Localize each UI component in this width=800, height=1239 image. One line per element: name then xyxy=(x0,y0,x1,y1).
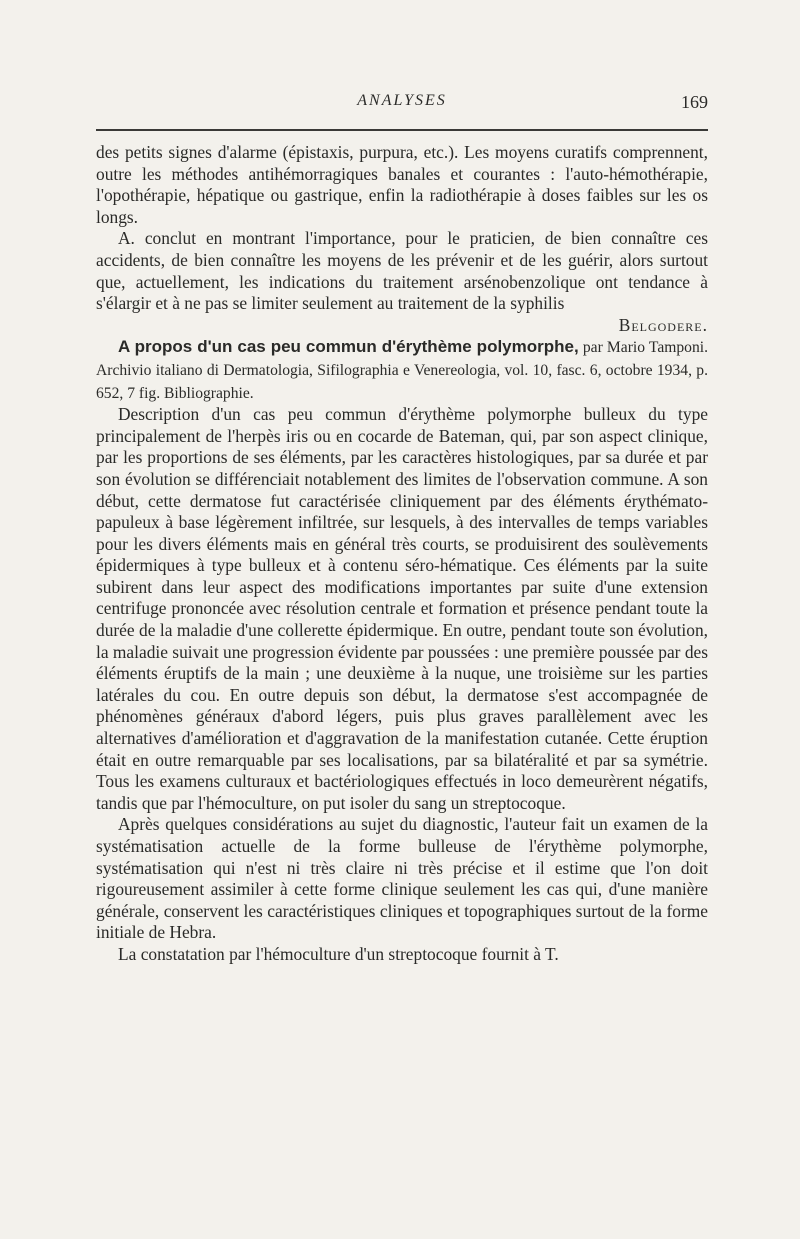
review-paragraph: La constatation par l'hémoculture d'un streptocoque fournit à T. xyxy=(118,943,559,964)
prev-article-paragraph-2: A. conclut en montrant l'importance, pour le praticien, de bien connaître ces accidents, de bien connaître les moyens de les prévenir et de les guérir, alors surtout que, actuellement, les indications du traitement arsénobenzolique ont tendance à s'élargir et à ne pas se limiter seulement au traitement de la syphilis xyxy=(96,228,708,314)
review-vol-label: vol. xyxy=(500,361,533,379)
page-number: 169 xyxy=(681,92,708,112)
review-paragraph: Après quelques considérations au sujet du diagnostic, l'auteur fait un examen de la systématisation actuelle de la forme bulleuse de l'érythème polymorphe, systématisation qui n'est ni très claire ni très précise et il estime que l'on doit rigoureusement assimiler à cette forme clinique seulement les cas qui, d'une manière générale, conservent les caractéristiques cliniques et topographiques surtout de la forme initiale de Hebra. xyxy=(96,814,708,943)
review-author: Mario Tamponi. xyxy=(606,339,708,357)
reviewer-signature: Belgodere. xyxy=(618,314,708,335)
review-title: A propos d'un cas peu commun d'érythème polymorphe, xyxy=(118,337,579,357)
review-by: par xyxy=(578,339,607,357)
review-heading xyxy=(96,336,708,404)
header-rule xyxy=(96,129,708,131)
review-paragraph: Description d'un cas peu commun d'érythème polymorphe bulleux du type principalement de l'herpès iris ou en cocarde de Bateman, qui, par son aspect clinique, par les proportions de ses éléments, par les caractères histologiques, par sa durée et par son évolution se différenciait notablement des limites de l'observation commune. A son début, cette dermatose fut caractérisée cliniquement par des éléments érythémato-papuleux à base légèrement infiltrée, sur lesquels, à des intervalles de temps variables pour les divers éléments mais en général très courts, se produisirent des soulèvements épidermiques à type bulleux et à contenu séro-hématique. Ces éléments par la suite subirent dans leur aspect des modifications importantes par suite d'une extension centrifuge prononcée avec résolution centrale et formation et présence pendant toute la durée de la maladie d'une collerette épidermique. En outre, pendant toute son évolution, la maladie suivait une progression évidente par poussées : une première poussée par des éléments éruptifs de la main ; une deuxième à la nuque, une troisième sur les parties latérales du cou. En outre depuis son début, la dermatose s'est accompagnée de phénomènes généraux d'abord légers, puis plus graves parallèlement avec les alternatives d'amélioration et d'aggravation de la manifestation cutanée. Cette éruption était en outre remarquable par ses localisations, par sa bilatéralité et par sa symétrie. Tous les examens culturaux et bactériologiques effectués in loco demeurèrent négatifs, tandis que par l'hémoculture, on put isoler du sang un streptocoque. xyxy=(96,404,708,813)
running-title: ANALYSES xyxy=(357,92,447,109)
prev-article-paragraph-1: des petits signes d'alarme (épistaxis, purpura, etc.). Les moyens curatifs comprennent, outre les méthodes antihémorragiques banales et courantes : l'auto-hémothérapie, l'opothérapie, hépatique ou gastrique, enfin la radiothérapie à doses faibles sur les os longs. xyxy=(96,142,708,227)
page-header xyxy=(96,92,708,118)
review-details: , fasc. 6, octobre 1934, p. 652, 7 fig. xyxy=(96,361,708,402)
review-journal: Archivio italiano di Dermatologia, Sifilographia e Venereologia, xyxy=(96,361,501,379)
page-body xyxy=(96,142,708,966)
review-volume: 10 xyxy=(532,361,549,379)
review-bibliography: Bibliographie. xyxy=(164,384,254,402)
